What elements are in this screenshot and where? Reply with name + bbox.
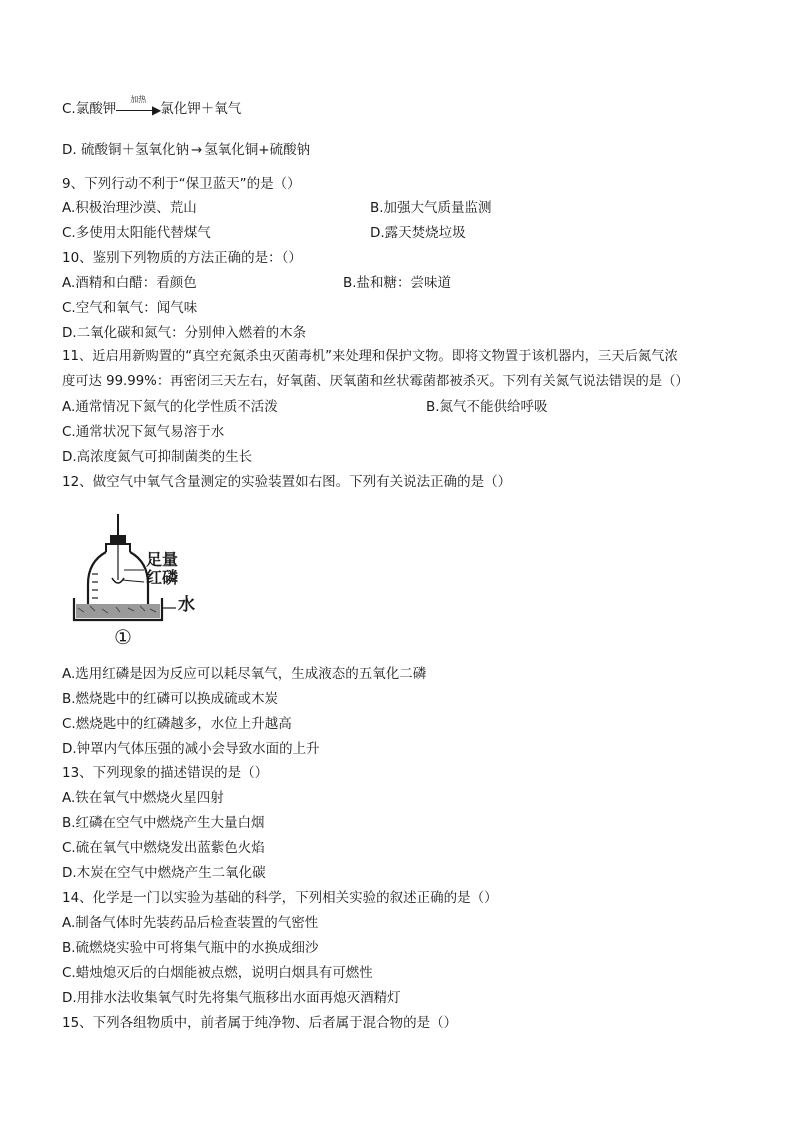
q8-option-d: [62, 141, 310, 159]
reaction-arrow-icon: 加热 ▶: [116, 101, 160, 117]
q12-option-b: B.燃烧匙中的红磷可以换成硫或木炭: [62, 691, 279, 707]
q12-option-a: A.选用红磷是因为反应可以耗尽氧气，生成液态的五氧化二磷: [62, 666, 427, 682]
q10-option-c: C.空气和氧气：闻气味: [62, 300, 198, 316]
q14-option-b: B.硫燃烧实验中可将集气瓶中的水换成细沙: [62, 940, 319, 956]
q8-c-product: 氯化钾＋氧气: [160, 101, 242, 117]
q9-stem: 9、下列行动不利于“保卫蓝天”的是（）: [62, 176, 301, 192]
q10-option-d: D.二氧化碳和氮气：分别伸入燃着的木条: [62, 325, 307, 341]
q15-stem: 15、下列各组物质中，前者属于纯净物、后者属于混合物的是（）: [62, 1015, 458, 1031]
q12-option-d: D.钟罩内气体压强的减小会导致水面的上升: [62, 741, 320, 757]
q13-option-b: B.红磷在空气中燃烧产生大量白烟: [62, 815, 265, 831]
figure-label-honglin: 红磷: [146, 568, 179, 587]
q8-option-c: [62, 95, 242, 118]
q13-option-c: C.硫在氧气中燃烧发出蓝紫色火焰: [62, 840, 265, 856]
q14-option-a: A.制备气体时先装药品后检查装置的气密性: [62, 915, 319, 931]
q11-option-a: A.通常情况下氮气的化学性质不活泼: [62, 399, 278, 415]
figure-label-water: 水: [178, 595, 195, 615]
q11-option-d: D.高浓度氮气可抑制菌类的生长: [62, 449, 253, 465]
q9-option-b: B.加强大气质量监测: [370, 200, 492, 216]
q14-stem: 14、化学是一门以实验为基础的科学，下列相关实验的叙述正确的是（）: [62, 890, 498, 906]
q8-d-product: 氢氧化铜+硫酸钠: [204, 142, 311, 158]
q11-stem-line2: 度可达 99.99%：再密闭三天左右，好氧菌、厌氧菌和丝状霉菌都被杀灭。下列有关氮气说法错误的是（）: [62, 374, 689, 389]
q14-option-d: D.用排水法收集氧气时先将集气瓶移出水面再熄灭酒精灯: [62, 990, 401, 1006]
q10-option-b: B.盐和糖：尝味道: [343, 275, 452, 291]
q10-stem: 10、鉴别下列物质的方法正确的是：（）: [62, 250, 302, 266]
q8-c-reactant: C.氯酸钾: [62, 101, 117, 117]
figure-label-zuliang: 足量: [146, 550, 179, 569]
q9-option-d: D.露天焚烧垃圾: [370, 225, 466, 241]
figure-number: ①: [114, 625, 132, 649]
q13-stem: 13、下列现象的描述错误的是（）: [62, 765, 269, 781]
reaction-condition: 加热: [130, 95, 147, 104]
q9-option-a: A.积极治理沙漠、荒山: [62, 200, 197, 216]
q12-option-c: C.燃烧匙中的红磷越多，水位上升越高: [62, 716, 292, 732]
q9-option-c: C.多使用太阳能代替煤气: [62, 225, 211, 241]
arrow-icon: →: [190, 142, 203, 158]
bell-jar-apparatus-icon: [66, 512, 216, 652]
oxygen-experiment-figure: [66, 512, 216, 652]
q11-option-c: C.通常状况下氮气易溶于水: [62, 424, 225, 440]
q13-option-d: D.木炭在空气中燃烧产生二氧化碳: [62, 865, 266, 881]
q11-stem-line1: 11、近启用新购置的“真空充氮杀虫灭菌毒机”来处理和保护文物。即将文物置于该机器内，三天后氮气浓: [62, 349, 678, 364]
q10-option-a: A.酒精和白醋：看颜色: [62, 275, 197, 291]
q11-option-b: B.氮气不能供给呼吸: [426, 399, 548, 415]
q14-option-c: C.蜡烛熄灭后的白烟能被点燃，说明白烟具有可燃性: [62, 965, 373, 981]
q8-d-reactant: D. 硫酸铜＋氢氧化钠: [62, 142, 189, 158]
q13-option-a: A.铁在氧气中燃烧火星四射: [62, 790, 224, 806]
q12-stem: 12、做空气中氧气含量测定的实验装置如右图。下列有关说法正确的是（）: [62, 474, 512, 490]
